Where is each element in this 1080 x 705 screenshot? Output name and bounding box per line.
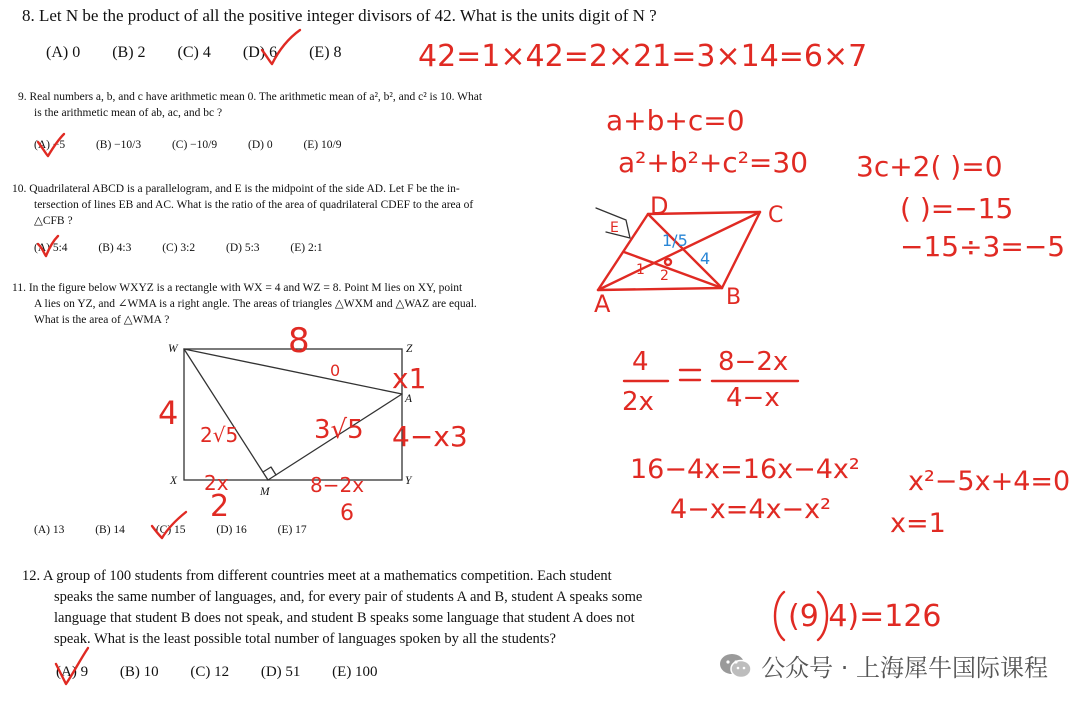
hw-fig-3r5: 3√5 [314, 415, 364, 445]
q11-label-a: A [405, 393, 413, 405]
q10-choices [34, 240, 351, 256]
sketch-area-4: 4 [700, 249, 711, 268]
q11-choice-d: (D) 16 [216, 524, 247, 536]
q8-choices [46, 44, 370, 62]
watermark-text: 公众号 · 上海犀牛国际课程 [761, 654, 1048, 682]
q12-choice-e: (E) 100 [332, 664, 378, 680]
q10-text [12, 181, 473, 229]
q12-text [22, 566, 642, 650]
sketch-line-eb [624, 252, 722, 288]
hw-q11-eq2: 4−x=4x−x² [670, 494, 831, 525]
segment-wm [184, 349, 268, 480]
q12-choice-d: (D) 51 [260, 664, 301, 680]
sketch-scribble [596, 208, 630, 238]
q12-line3: language that student B does not speak, and student B speaks some language that student A does not [54, 610, 635, 626]
sketch-area-2: 2 [660, 268, 669, 284]
hw-q9-squares: a²+b²+c²=30 [618, 146, 809, 179]
wechat-icon [719, 652, 753, 680]
q9-choices [34, 137, 369, 153]
q12-line1: 12. A group of 100 students from different countries meet at a mathematics competition. Each student [22, 568, 612, 584]
hw-q9-step2: ( )=−15 [900, 192, 1014, 225]
hw-q9-step3: −15÷3=−5 [900, 230, 1066, 263]
sketch-area-1-5: 1/5 [662, 231, 688, 250]
q8-choice-d: (D) 6 [242, 44, 278, 61]
q11-label-y: Y [405, 475, 412, 487]
q11-line3: What is the area of △WMA ? [34, 314, 170, 326]
q9-choice-b: (B) −10/3 [95, 139, 142, 151]
hw-q12-binomial: (9 4)=126 [788, 599, 942, 634]
q10-line1: 10. Quadrilateral ABCD is a parallelogram, and E is the midpoint of the side AD. Let F be the in- [12, 183, 460, 195]
q11-choice-e: (E) 17 [277, 524, 307, 536]
q12-choice-b: (B) 10 [119, 664, 159, 680]
hw-q11-eq1: 16−4x=16x−4x² [630, 454, 860, 485]
q11-choice-b: (B) 14 [95, 524, 125, 536]
sketch-label-c: C [768, 203, 784, 228]
hw-q11-frac2-den: 4−x [726, 383, 780, 413]
hw-fig-8: 8 [288, 321, 310, 361]
sketch-line-db [648, 214, 722, 288]
hw-fig-2: 2 [210, 489, 230, 524]
q10-choice-b: (B) 4:3 [98, 242, 132, 254]
hw-fig-6: 6 [340, 501, 354, 526]
q11-figure [184, 349, 402, 480]
hw-q11-eq3: x²−5x+4=0 [908, 466, 1071, 497]
q9-choice-e: (E) 10/9 [303, 139, 342, 151]
sketch-label-e: E [610, 220, 619, 236]
bracket-left [775, 592, 784, 640]
sketch-area-1: 1 [636, 262, 645, 278]
right-angle-mark [263, 467, 276, 475]
q10-line3: △CFB ? [34, 215, 73, 227]
q9-line1: 9. Real numbers a, b, and c have arithmetic mean 0. The arithmetic mean of a², b², and c² is 10. What [18, 91, 483, 103]
q10-line2: tersection of lines EB and AC. What is the ratio of the area of quadrilateral CDEF to the area of [34, 199, 474, 211]
q8-text: 8. Let N be the product of all the positive integer divisors of 42. What is the units digit of N ? [22, 6, 657, 25]
watermark [719, 648, 1048, 683]
q9-choice-a: (A) −5 [34, 139, 66, 151]
hw-fig-4x3: 4−x3 [392, 420, 468, 453]
sketch-parallelogram [598, 212, 760, 290]
q11-label-w: W [168, 343, 178, 355]
sketch-diagonal-ac [598, 212, 760, 290]
q11-choices [34, 522, 335, 538]
q12-choices [56, 664, 406, 681]
hw-q9-sum: a+b+c=0 [606, 104, 745, 137]
rectangle-wxyz [184, 349, 402, 480]
sketch-label-b: B [726, 285, 742, 310]
q10-choice-a: (A) 5:4 [34, 242, 68, 254]
q10-choice-d: (D) 5:3 [225, 242, 260, 254]
hw-q11-frac2-num: 8−2x [718, 347, 789, 377]
q8-choice-b: (B) 2 [112, 44, 146, 61]
hw-q11-frac1-num: 4 [632, 347, 649, 377]
q8-choice-a: (A) 0 [46, 44, 81, 61]
q11-line1: 11. In the figure below WXYZ is a rectangle with WX = 4 and WZ = 8. Point M lies on XY, point [12, 282, 463, 294]
q11-label-z: Z [406, 343, 413, 355]
bracket-right [818, 592, 827, 640]
hw-fig-8m2x: 8−2x [310, 473, 365, 497]
hw-q11-frac1-den: 2x [622, 387, 654, 417]
q12-line2: speaks the same number of languages, and, for every pair of students A and B, student A speaks some [54, 589, 643, 605]
hw-fig-x1: x1 [392, 362, 427, 395]
q11-text [12, 280, 477, 328]
q10-sketch [594, 192, 783, 318]
sketch-label-a: A [594, 290, 611, 318]
q12-choice-c: (C) 12 [190, 664, 230, 680]
segment-wa [184, 349, 402, 394]
segment-ma [268, 394, 402, 480]
q8-choice-c: (C) 4 [177, 44, 211, 61]
q10-choice-c: (C) 3:2 [162, 242, 196, 254]
q11-label-x: X [170, 475, 178, 487]
q11-choice-c: (C) 15 [155, 524, 186, 536]
q12-line4: speak. What is the least possible total number of languages spoken by all the students? [54, 631, 556, 647]
hw-fig-2x: 2x [204, 471, 229, 495]
q9-text [18, 89, 482, 121]
q11-choice-a: (A) 13 [34, 524, 65, 536]
hw-q8-divisors: 42=1×42=2×21=3×14=6×7 [418, 39, 868, 74]
q11-line2: A lies on YZ, and ∠WMA is a right angle. The areas of triangles △WXM and △WAZ are equal. [34, 298, 477, 310]
sketch-label-d: D [650, 192, 669, 220]
q9-choice-d: (D) 0 [247, 139, 273, 151]
q12-choice-a: (A) 9 [56, 664, 89, 680]
q9-line2: is the arithmetic mean of ab, ac, and bc ? [34, 107, 223, 119]
hw-q11-result: x=1 [890, 508, 946, 539]
hw-fig-2r5: 2√5 [200, 423, 239, 447]
hw-q9-step1: 3c+2( )=0 [856, 150, 1003, 183]
q11-label-m: M [260, 486, 270, 498]
q9-choice-c: (C) −10/9 [171, 139, 218, 151]
q8-choice-e: (E) 8 [309, 44, 342, 61]
q10-choice-e: (E) 2:1 [290, 242, 323, 254]
hw-fig-4: 4 [158, 394, 179, 432]
hw-fig-0: 0 [330, 361, 341, 380]
sketch-point-f [665, 259, 671, 265]
